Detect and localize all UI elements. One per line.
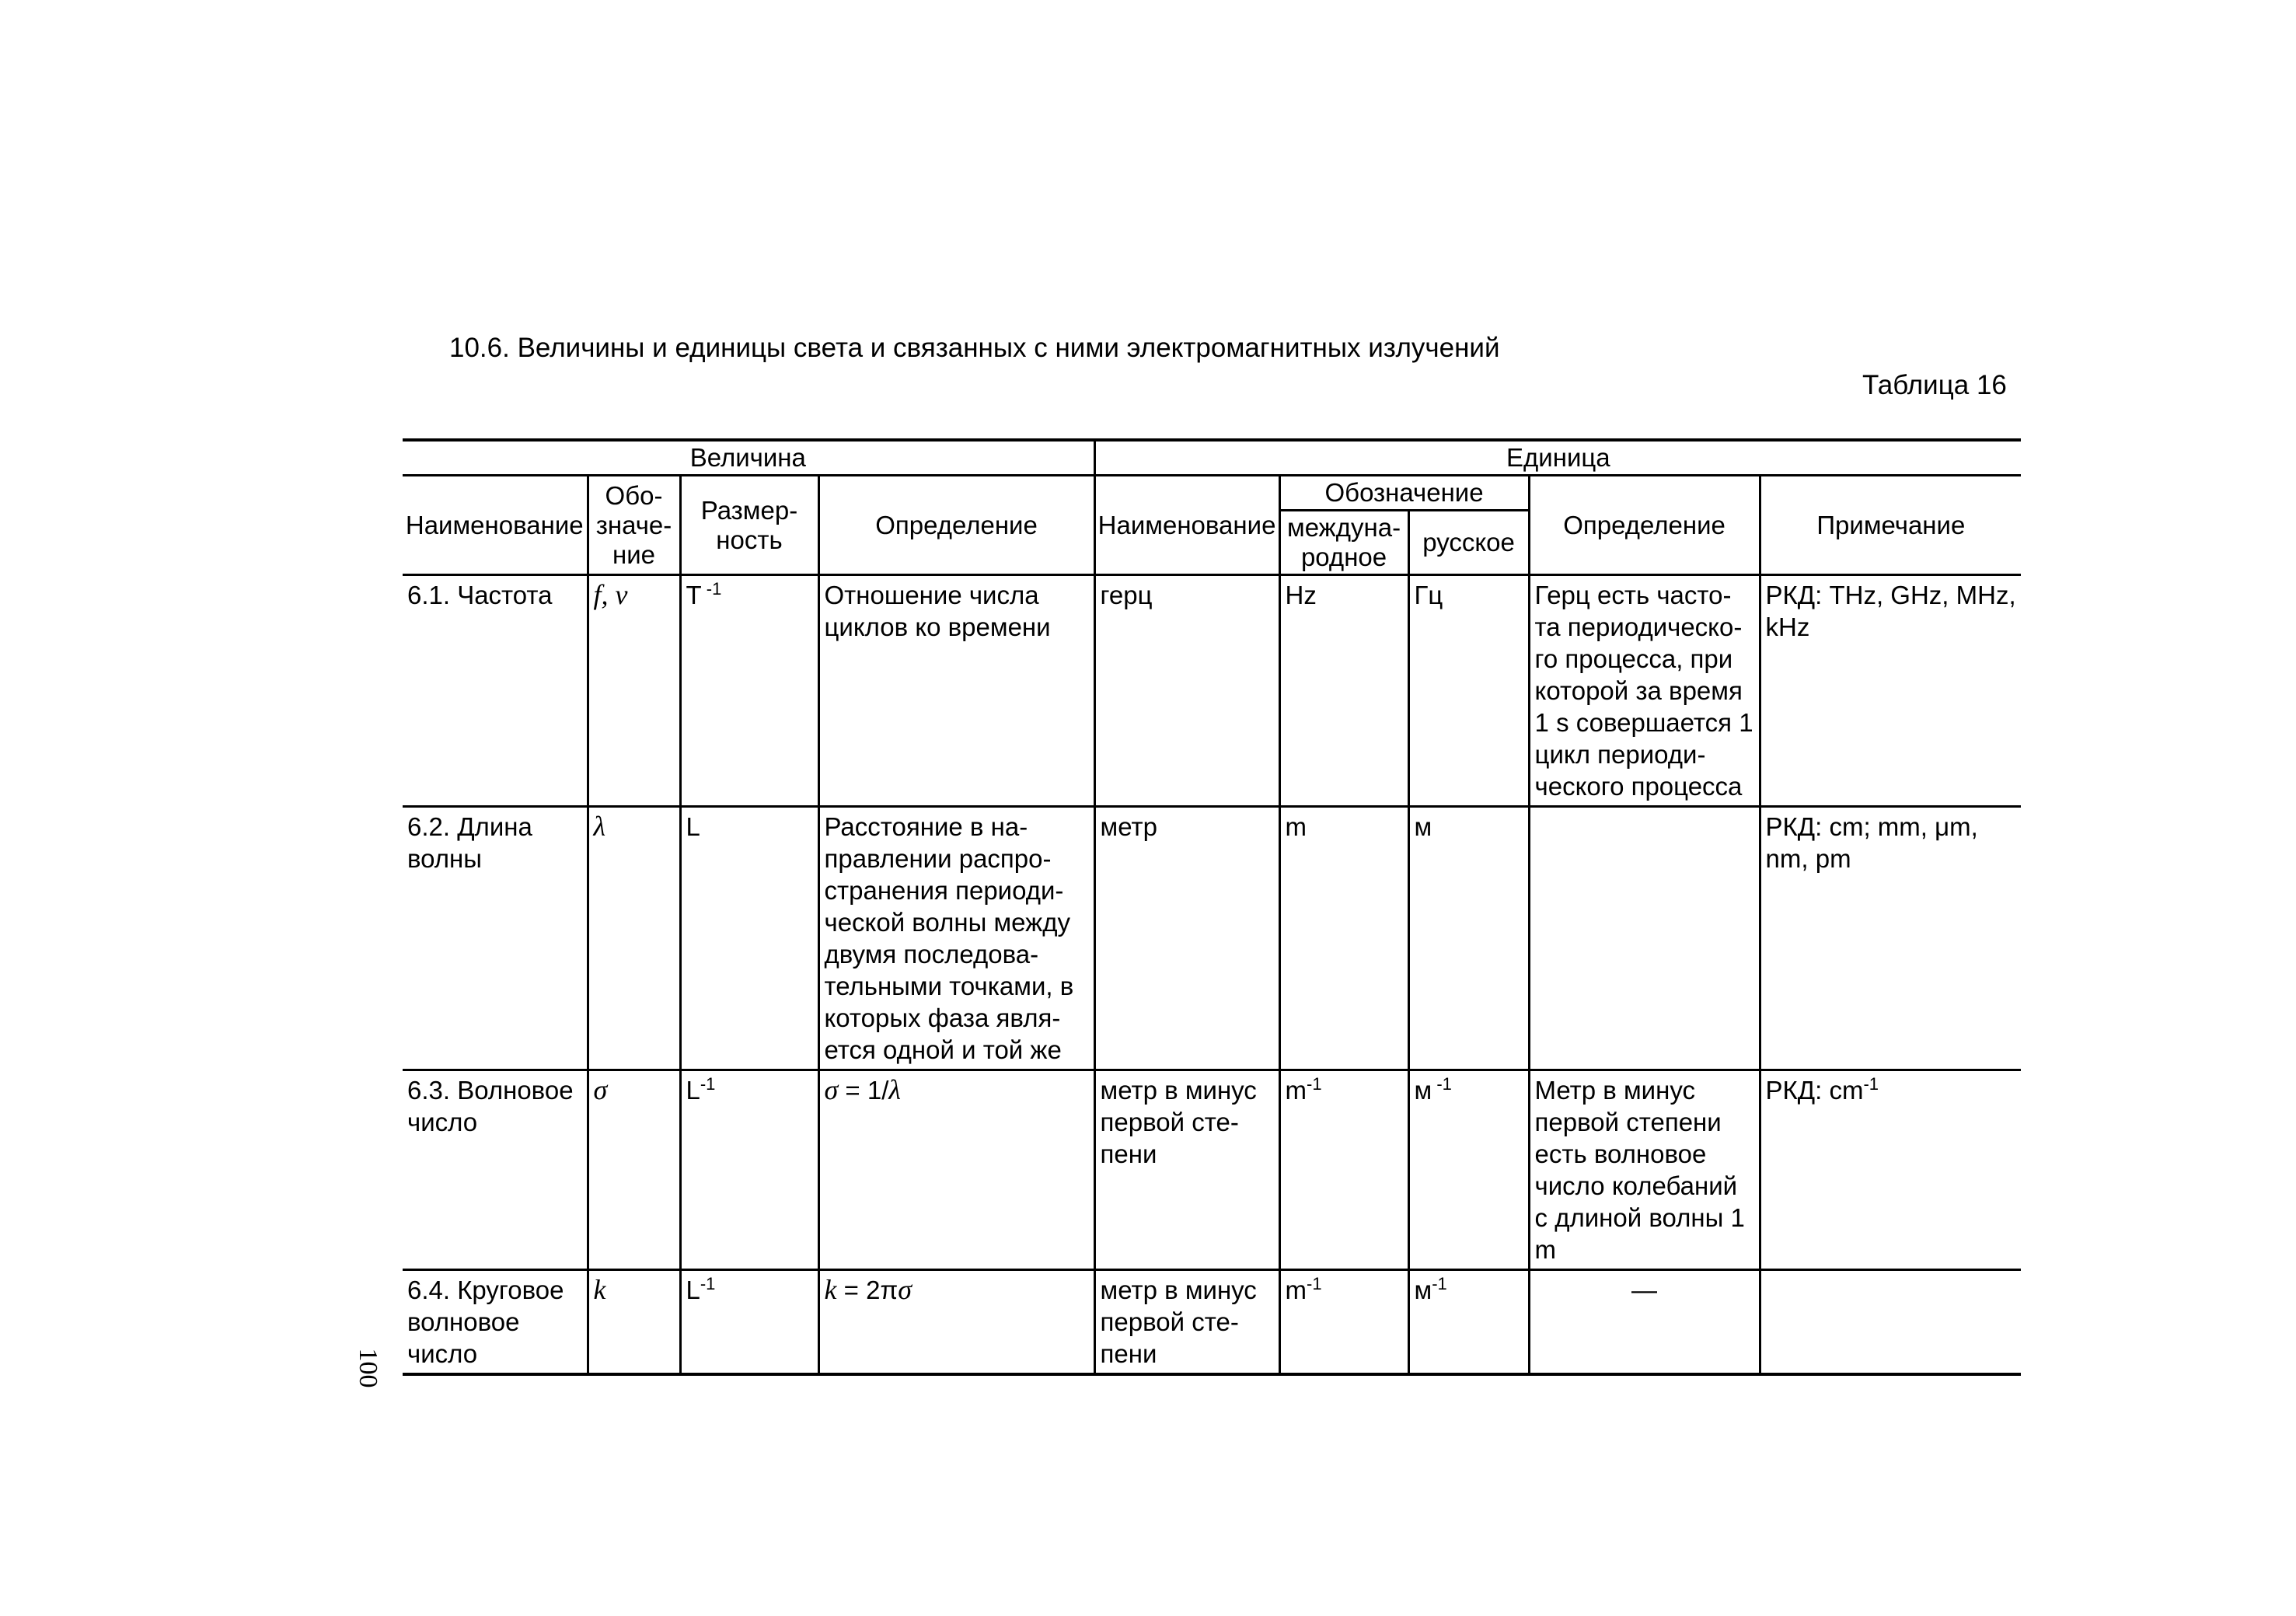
cell-quantity-definition: σ = 1/λ bbox=[818, 1070, 1094, 1270]
cell-unit-name: метр bbox=[1094, 807, 1279, 1070]
header-unit-definition: Определение bbox=[1529, 476, 1760, 575]
header-group-unit: Единица bbox=[1094, 440, 2021, 476]
cell-unit-note: РКД: cm; mm, μm, nm, pm bbox=[1760, 807, 2021, 1070]
table-row bbox=[403, 1070, 2021, 1270]
table-row bbox=[403, 575, 2021, 807]
cell-quantity-name: 6.2. Длина волны bbox=[403, 807, 588, 1070]
cell-unit-international: m bbox=[1279, 807, 1408, 1070]
cell-quantity-name: 6.3. Волновое число bbox=[403, 1070, 588, 1270]
cell-unit-note bbox=[1760, 1270, 2021, 1375]
header-unit-note: Примечание bbox=[1760, 476, 2021, 575]
cell-quantity-symbol: f, ν bbox=[588, 575, 680, 807]
cell-unit-name: метр в минус первой сте-пени bbox=[1094, 1270, 1279, 1375]
cell-quantity-dimension: T $^{-1}$ bbox=[680, 575, 818, 807]
header-unit-designation: Обозначение bbox=[1279, 476, 1529, 511]
cell-unit-russian: м bbox=[1408, 807, 1529, 1070]
table-row bbox=[403, 1270, 2021, 1375]
cell-quantity-definition: Расстояние в на-правлении распро-странения периоди-ческой волны между двумя последова-тельными точками, в которых фаза явля-ется одной и той же bbox=[818, 807, 1094, 1070]
cell-unit-name: герц bbox=[1094, 575, 1279, 807]
header-unit-international: междуна- родное bbox=[1279, 511, 1408, 575]
cell-unit-note: РКД: THz, GHz, MHz, kHz bbox=[1760, 575, 2021, 807]
cell-quantity-symbol: k bbox=[588, 1270, 680, 1375]
cell-unit-international: $m^{-1}$ bbox=[1279, 1070, 1408, 1270]
cell-unit-russian: $м^{-1}$ bbox=[1408, 1270, 1529, 1375]
cell-unit-definition: Герц есть часто-та периодическо-го процесса, при которой за время 1 s совершается 1 цикл периоди-ческого процесса bbox=[1529, 575, 1760, 807]
cell-unit-international: $m^{-1}$ bbox=[1279, 1270, 1408, 1375]
header-unit-name: Наименование bbox=[1094, 476, 1279, 575]
quantities-table bbox=[403, 438, 2021, 1376]
cell-quantity-symbol: λ bbox=[588, 807, 680, 1070]
cell-unit-definition bbox=[1529, 807, 1760, 1070]
cell-unit-russian: м $^{-1}$ bbox=[1408, 1070, 1529, 1270]
cell-quantity-dimension: L bbox=[680, 807, 818, 1070]
cell-quantity-name: 6.4. Круговое волновое число bbox=[403, 1270, 588, 1375]
cell-unit-definition: — bbox=[1529, 1270, 1760, 1375]
page-number: 100 bbox=[354, 1348, 382, 1388]
cell-quantity-dimension: $L^{-1}$ bbox=[680, 1070, 818, 1270]
table-label: Таблица 16 bbox=[1862, 370, 2007, 400]
table-row bbox=[403, 807, 2021, 1070]
cell-unit-definition: Метр в минус первой степени есть волновое число колебаний с длиной волны 1 m bbox=[1529, 1070, 1760, 1270]
cell-quantity-symbol: σ bbox=[588, 1070, 680, 1270]
cell-unit-russian: Гц bbox=[1408, 575, 1529, 807]
header-group-quantity: Величина bbox=[403, 440, 1094, 476]
header-quantity-dimension: Размер- ность bbox=[680, 476, 818, 575]
header-quantity-symbol: Обо- значе- ние bbox=[588, 476, 680, 575]
cell-quantity-dimension: $L^{-1}$ bbox=[680, 1270, 818, 1375]
cell-quantity-definition: k = 2πσ bbox=[818, 1270, 1094, 1375]
cell-quantity-definition: Отношение числа циклов ко времени bbox=[818, 575, 1094, 807]
cell-quantity-name: 6.1. Частота bbox=[403, 575, 588, 807]
cell-unit-name: метр в минус первой сте-пени bbox=[1094, 1070, 1279, 1270]
cell-unit-international: Hz bbox=[1279, 575, 1408, 807]
header-unit-russian: русское bbox=[1408, 511, 1529, 575]
header-quantity-definition: Определение bbox=[818, 476, 1094, 575]
section-title: 10.6. Величины и единицы света и связанных с ними электромагнитных излучений bbox=[449, 333, 1500, 363]
cell-unit-note: РКД: $cm^{-1}$ bbox=[1760, 1070, 2021, 1270]
header-quantity-name: Наименование bbox=[403, 476, 588, 575]
